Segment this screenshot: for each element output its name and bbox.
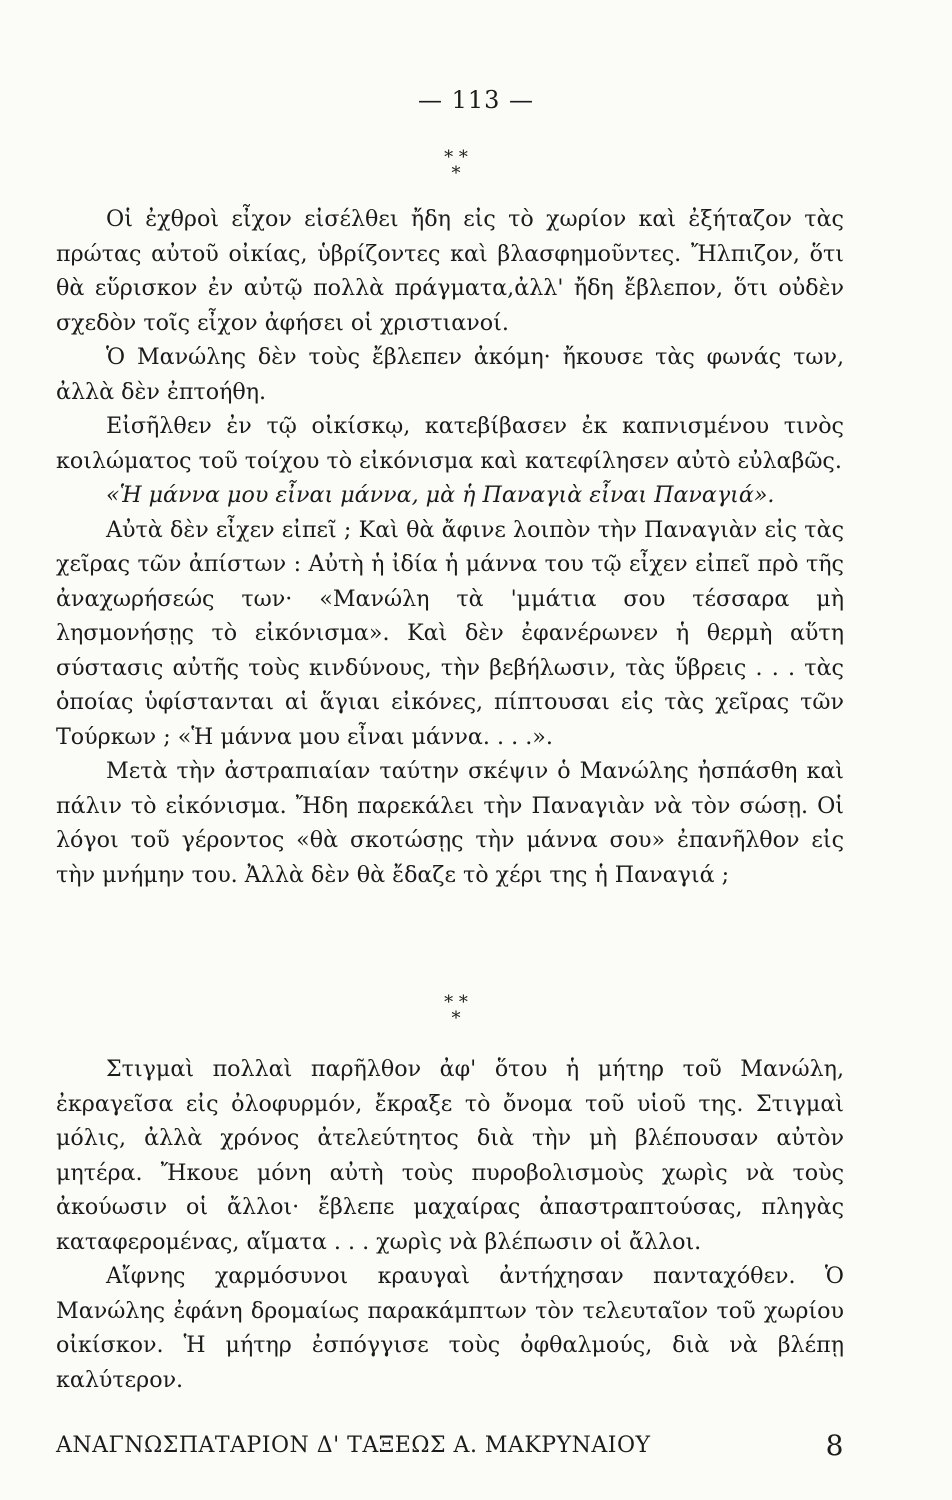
quoted-saying: «Ἡ μάννα μου εἶναι μάννα, μὰ ἡ Παναγιὰ εἶναι Παναγιά». — [106, 482, 775, 508]
paragraph: Μετὰ τὴν ἀστραπιαίαν ταύτην σκέψιν ὁ Μανώλης ἠσπάσθη καὶ πάλιν τὸ εἰκόνισμα. Ἤδη παρεκάλει τὴν Παναγιὰν νὰ τὸν σώσῃ. Οἱ λόγοι τοῦ γέροντος «θὰ σκοτώσῃς τὴν μάννα σου» ἐπανῆλθον εἰς τὴν μνήμην του. Ἀλλὰ δὲν θὰ ἔδαζε τὸ χέρι της ἡ Παναγιά ; — [56, 758, 844, 888]
paragraph: Αὐτὰ δὲν εἶχεν εἰπεῖ ; Καὶ θὰ ἄφινε λοιπὸν τὴν Παναγιὰν εἰς τὰς χεῖρας τῶν ἀπίστων : Αὐτὴ ἡ ἰδία ἡ μάννα του τῷ εἶχεν εἰπεῖ πρὸ τῆς ἀναχωρήσεώς των· «Μανώλη τὰ 'μμάτια σου τέσσαρα μὴ λησμονήσῃς τὸ εἰκόνισμα». Καὶ δὲν ἐφανέρωνεν ἡ θερμὴ αὕτη σύστασις αὐτῆς τοὺς κινδύνους, τὴν βεβήλωσιν, τὰς ὕβρεις . . . τὰς ὁποίας ὑφίστανται αἱ ἅγιαι εἰκόνες, πίπτουσαι εἰς τὰς χεῖρας τῶν Τούρκων ; «Ἡ μάννα μου εἶναι μάννα. . . .». — [56, 516, 844, 750]
section-2 — [56, 1052, 844, 1397]
page-number: — 113 — — [417, 86, 535, 114]
section-break-2: * * * — [444, 992, 468, 1029]
paragraph: Εἰσῆλθεν ἐν τῷ οἰκίσκῳ, κατεβίβασεν ἐκ καπνισμένου τινὸς κοιλώματος τοῦ τοίχου τὸ εἰκόνισμα καὶ κατεφίλησεν αὐτὸ εὐλαβῶς. — [56, 413, 844, 474]
paragraph: Ὁ Μανώλης δὲν τοὺς ἔβλεπεν ἀκόμη· ἤκουσε τὰς φωνάς των, ἀλλὰ δὲν ἐπτοήθη. — [56, 344, 844, 405]
printer-signature: ΑΝΑΓΝΩΣΠΑΤΑΡΙΟΝ Δ' ΤΑΞΕΩΣ Α. ΜΑΚΡΥΝΑΙΟΥ — [56, 1433, 651, 1458]
section-1 — [56, 202, 844, 892]
section-break-1: * * * — [444, 147, 468, 184]
paragraph: Στιγμαὶ πολλαὶ παρῆλθον ἀφ' ὅτου ἡ μήτηρ τοῦ Μανώλη, ἐκραγεῖσα εἰς ὀλοφυρμόν, ἔκραξε τὸ ὄνομα τοῦ υἱοῦ της. Στιγμαὶ μόλις, ἀλλὰ χρόνος ἀτελεύτητος διὰ τὴν μὴ βλέπουσαν αὐτὸν μητέρα. Ἤκουε μόνη αὐτὴ τοὺς πυροβολισμοὺς χωρὶς νὰ τοὺς ἀκούωσιν οἱ ἄλλοι· ἔβλεπε μαχαίρας ἀπαστραπτούσας, πληγὰς καταφερομένας, αἵματα . . . χωρὶς νὰ βλέπωσιν οἱ ἄλλοι. — [56, 1056, 844, 1255]
sheet-number: 8 — [825, 1429, 844, 1462]
paragraph: Οἱ ἐχθροὶ εἶχον εἰσέλθει ἤδη εἰς τὸ χωρίον καὶ ἐξήταζον τὰς πρώτας αὐτοῦ οἰκίας, ὑβρίζοντες καὶ βλασφημοῦντες. Ἤλπιζον, ὅτι θὰ εὕρισκον ἐν αὐτῷ πολλὰ πράγματα,ἀλλ' ἤδη ἔβλεπον, ὅτι οὐδὲν σχεδὸν τοῖς εἶχον ἀφήσει οἱ χριστιανοί. — [56, 206, 844, 336]
paragraph: Αἴφνης χαρμόσυνοι κραυγαὶ ἀντήχησαν πανταχόθεν. Ὁ Μανώλης ἐφάνη δρομαίως παρακάμπτων τὸν τελευταῖον τοῦ χωρίου οἰκίσκον. Ἡ μήτηρ ἐσπόγγισε τοὺς ὀφθαλμούς, διὰ νὰ βλέπῃ καλύτερον. — [56, 1263, 844, 1393]
